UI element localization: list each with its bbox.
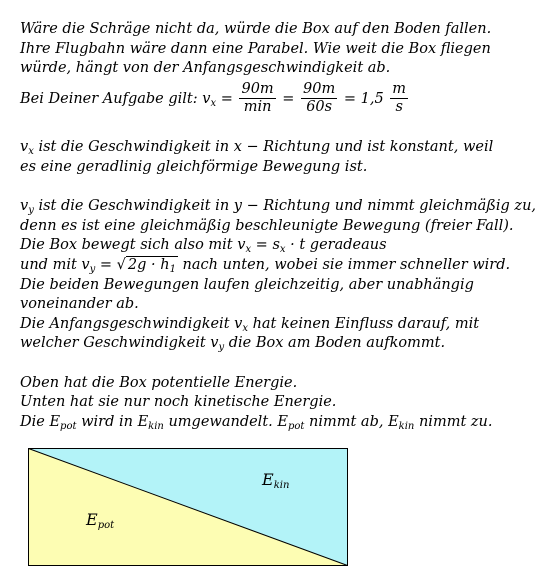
math-subscript: kin (398, 420, 415, 432)
text-segment: = (95, 256, 117, 273)
text-line (20, 138, 550, 158)
text-segment: und mit v (20, 256, 90, 273)
text-segment: Die Anfangsgeschwindigkeit v (20, 315, 243, 332)
fraction (239, 81, 275, 116)
math-subscript: pot (60, 420, 77, 432)
document-body (20, 20, 550, 432)
math-subscript: x (210, 97, 217, 109)
text-segment: nimmt ab, E (304, 413, 399, 430)
text-segment: nimmt zu. (414, 413, 493, 430)
text-line (20, 197, 550, 217)
text-segment: nach unten, wobei sie immer schneller wird. (177, 256, 511, 273)
text-line (20, 315, 550, 335)
text-segment: Die E (20, 413, 61, 430)
math-subscript: 1 (169, 263, 176, 275)
kinetic-energy-label (262, 470, 289, 489)
energy-diagram (28, 448, 348, 566)
text-segment: umgewandelt. E (163, 413, 288, 430)
equation-line (20, 79, 550, 119)
text-segment: hat keinen Einfluss darauf, mit (247, 315, 480, 332)
text-segment: ist die Geschwindigkeit in y − Richtung und nimmt gleichmäßig zu, (33, 198, 537, 215)
text-segment: welcher Geschwindigkeit v (20, 335, 219, 352)
math-variable: v (202, 90, 211, 107)
sqrt-content (126, 256, 178, 273)
fraction-denominator: 60s (306, 99, 333, 116)
text-segment: Die Box bewegt sich also mit v (20, 237, 246, 254)
math-subscript: y (218, 342, 225, 354)
text-segment: wird in E (76, 413, 149, 430)
text-line (20, 256, 550, 276)
fraction-denominator: s (395, 99, 403, 116)
fraction-numerator: 90m (303, 81, 336, 98)
text-line (20, 236, 550, 256)
potential-energy-label (86, 510, 114, 529)
math-subscript: kin (273, 480, 290, 491)
text-line: denn es ist eine gleichmäßig beschleunigte Bewegung (freier Fall). (20, 217, 514, 234)
text-line: Oben hat die Box potentielle Energie. (20, 374, 298, 391)
sqrt-symbol: √ (116, 256, 126, 273)
math-subscript: x (279, 244, 286, 256)
math-result: = 1,5 (343, 90, 384, 107)
text-segment: E (86, 510, 98, 529)
fraction (301, 81, 337, 116)
text-line: Ihre Flugbahn wäre dann eine Parabel. Wie weit die Box fliegen (20, 40, 491, 57)
text-line: es eine geradlinig gleichförmige Bewegung ist. (20, 158, 368, 175)
fraction-numerator: m (392, 81, 407, 98)
text-segment: = s (251, 237, 280, 254)
math-subscript: x (242, 322, 248, 334)
text-segment: 2g · h (127, 256, 170, 273)
fraction (390, 81, 408, 116)
math-subscript: y (28, 205, 34, 217)
text-line (20, 413, 550, 433)
text-line: voneinander ab. (20, 296, 139, 313)
math-subscript: x (245, 244, 252, 256)
text-segment: Bei Deiner Aufgabe gilt: (20, 90, 198, 107)
text-segment: die Box am Boden aufkommt. (224, 335, 446, 352)
text-line: Wäre die Schräge nicht da, würde die Box auf den Boden fallen. (20, 21, 492, 37)
text-segment: E (262, 470, 274, 489)
text-segment: ist die Geschwindigkeit in x − Richtung und ist konstant, weil (33, 139, 494, 156)
math-subscript: kin (148, 420, 164, 432)
text-line: würde, hängt von der Anfangsgeschwindigkeit ab. (20, 60, 391, 77)
math-subscript: pot (97, 520, 115, 531)
math-subscript: pot (287, 420, 305, 432)
text-segment: · t geradeaus (285, 237, 387, 254)
math-variable: v (20, 198, 29, 215)
text-line: Die beiden Bewegungen laufen gleichzeitig, aber unabhängig (20, 276, 474, 293)
text-line: Unten hat sie nur noch kinetische Energie. (20, 394, 337, 411)
fraction-numerator: 90m (241, 81, 274, 98)
math-variable: v (20, 139, 29, 156)
text-line (20, 334, 550, 354)
math-subscript: y (89, 263, 96, 275)
fraction-denominator: min (243, 99, 272, 116)
math-operator: = (220, 90, 233, 107)
math-subscript: x (28, 146, 34, 158)
math-operator: = (282, 90, 295, 107)
